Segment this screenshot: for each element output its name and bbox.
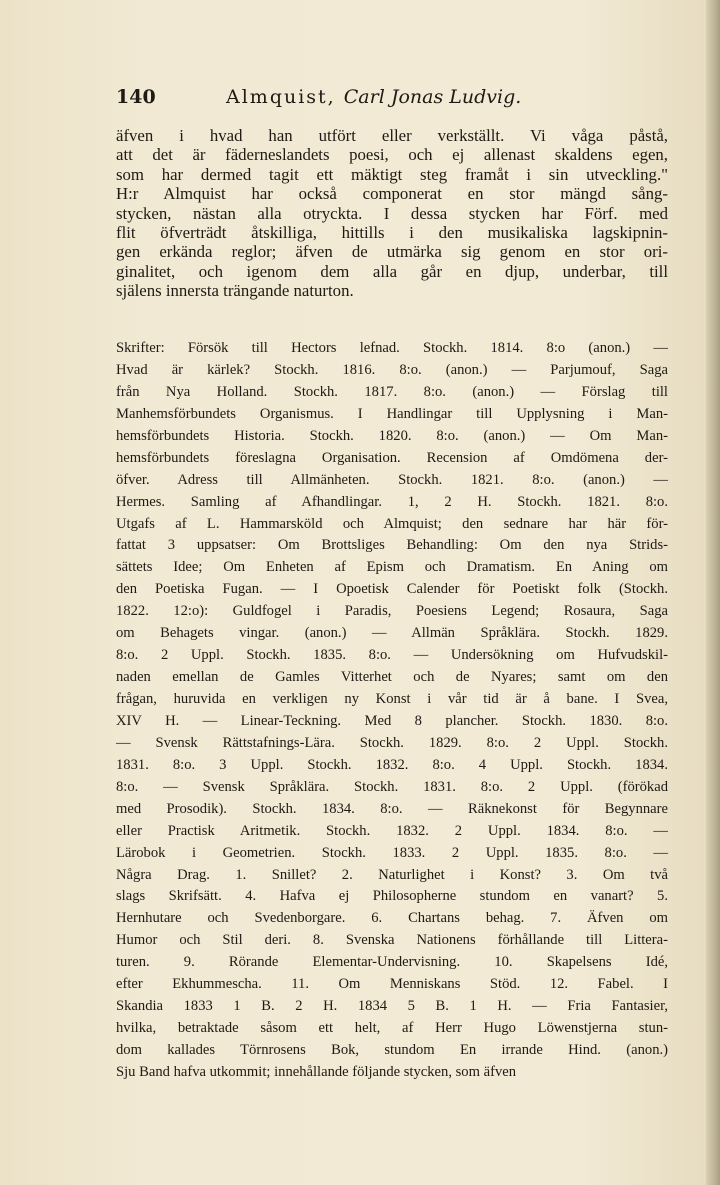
bibliography-text-line: slags Skrifsätt. 4. Hafva ej Philosopherne stundom en vanart? 5. [116, 888, 668, 905]
bibliography-text-line: 1822. 12:o): Guldfogel i Paradis, Poesiens Legend; Rosaura, Saga [116, 603, 668, 620]
intro-text-line: ginalitet, och igenom dem alla går en djup, underbar, till [116, 261, 668, 281]
intro-text-line: äfven i hvad han utfört eller verkställt. Vi våga påstå, [116, 126, 668, 145]
bibliography-text-line: Lärobok i Geometrien. Stockh. 1833. 2 Uppl. 1835. 8:o. — [116, 844, 668, 861]
bibliography-text-line: eller Practisk Aritmetik. Stockh. 1832. 2 Uppl. 1834. 8:o. — [116, 822, 668, 839]
bibliography-text-line: Skandia 1833 1 B. 2 H. 1834 5 B. 1 H. — Fria Fantasier, [116, 998, 668, 1015]
intro-text-line: flit öfverträdt åtskilliga, hittills i den musikaliska lagskipnin- [116, 222, 668, 242]
bibliography-text-line: Humor och Stil deri. 8. Svenska Nationens förhållande till Littera- [116, 932, 668, 949]
bibliography-text-line: om Behagets vingar. (anon.) — Allmän Språklära. Stockh. 1829. [116, 625, 668, 642]
bibliography-text-line: turen. 9. Rörande Elementar-Undervisning. 10. Skapelsens Idé, [116, 954, 668, 971]
page-gutter-edge [706, 0, 720, 1185]
bibliography-text-line: Sju Band hafva utkommit; innehållande följande stycken, som äfven [116, 1063, 517, 1080]
running-title-author: Almquist, [226, 86, 336, 108]
running-title [226, 86, 521, 108]
bibliography-text-line: fattat 3 uppsatser: Om Brottsliges Behandling: Om den nya Strids- [116, 537, 668, 554]
bibliography-text-line: Hvad är kärlek? Stockh. 1816. 8:o. (anon.) — Parjumouf, Saga [116, 361, 668, 378]
bibliography-text-line: efter Ekhummescha. 11. Om Menniskans Stöd. 12. Fabel. I [116, 976, 668, 993]
running-title-names: Carl Jonas Ludvig. [343, 86, 522, 108]
bibliography-text-line: med Prosodik). Stockh. 1834. 8:o. — Räknekonst för Begynnare [116, 800, 668, 817]
bibliography-text-line: Några Drag. 1. Snillet? 2. Naturlighet i Konst? 3. Om två [116, 866, 668, 883]
bibliography-text-line: XIV H. — Linear-Teckning. Med 8 plancher. Stockh. 1830. 8:o. [116, 712, 668, 729]
bibliography-text-line: Hernhutare och Svedenborgare. 6. Chartans behag. 7. Äfven om [116, 910, 668, 927]
bibliography-text-line: hvilka, betraktade såsom ett helt, af Herr Hugo Löwenstjerna stun- [116, 1020, 668, 1037]
bibliography-text-line: Skrifter: Försök till Hectors lefnad. Stockh. 1814. 8:o (anon.) — [116, 340, 668, 356]
bibliography-text-line: Manhemsförbundets Organismus. I Handlingar till Upplysning i Man- [116, 405, 668, 422]
bibliography-text-line: öfver. Adress till Allmänheten. Stockh. 1821. 8:o. (anon.) — [116, 471, 668, 488]
intro-text-line: stycken, nästan alla otryckta. I dessa stycken har Förf. med [116, 203, 668, 223]
bibliography-text-line: Hermes. Samling af Afhandlingar. 1, 2 H. Stockh. 1821. 8:o. [116, 493, 668, 510]
intro-text-line: H:r Almquist har också componerat en stor mängd sång- [116, 184, 668, 204]
intro-text-line: gen erkända reglor; äfven de utmärka sig genom en stor ori- [116, 242, 668, 262]
page-number: 140 [116, 86, 156, 108]
bibliography-text-line: hemsförbundets föreslagna Organisation. Recension af Omdömena der- [116, 449, 668, 466]
intro-text-line: som har dermed tagit ett mäktigt steg framåt i sin utveckling." [116, 164, 668, 184]
bibliography-text-line: frågan, huruvida en verkligen ny Konst i vår tid är å bane. I Svea, [116, 691, 668, 707]
bibliography-text-line: dom kallades Törnrosens Bok, stundom En irrande Hind. (anon.) [116, 1042, 668, 1058]
bibliography-text-line: från Nya Holland. Stockh. 1817. 8:o. (anon.) — Förslag till [116, 383, 668, 400]
bibliography-text-line: 1831. 8:o. 3 Uppl. Stockh. 1832. 8:o. 4 Uppl. Stockh. 1834. [116, 756, 668, 773]
bibliography-list [116, 338, 668, 1084]
bibliography-text-line: naden emellan de Gamles Vitterhet och de Nyares; samt om den [116, 669, 668, 686]
intro-paragraphs [116, 126, 668, 301]
bibliography-text-line: 8:o. 2 Uppl. Stockh. 1835. 8:o. — Undersökning om Hufvudskil- [116, 647, 668, 664]
bibliography-text-line: Utgafs af L. Hammarsköld och Almquist; den sednare har här för- [116, 515, 668, 532]
intro-text-line: att det är fäderneslandets poesi, och ej allenast skaldens egen, [116, 145, 668, 165]
running-header [116, 86, 566, 112]
bibliography-text-line: sättets Idee; Om Enheten af Epism och Dramatism. En Aning om [116, 559, 668, 576]
bibliography-text-line: 8:o. — Svensk Språklära. Stockh. 1831. 8:o. 2 Uppl. (förökad [116, 778, 668, 795]
bibliography-text-line: — Svensk Rättstafnings-Lära. Stockh. 1829. 8:o. 2 Uppl. Stockh. [116, 734, 668, 751]
intro-text-line: själens innersta trängande naturton. [116, 281, 354, 301]
bibliography-text-line: hemsförbundets Historia. Stockh. 1820. 8:o. (anon.) — Om Man- [116, 427, 668, 444]
bibliography-text-line: den Poetiska Fugan. — I Opoetisk Calender för Poetiskt folk (Stockh. [116, 581, 668, 598]
